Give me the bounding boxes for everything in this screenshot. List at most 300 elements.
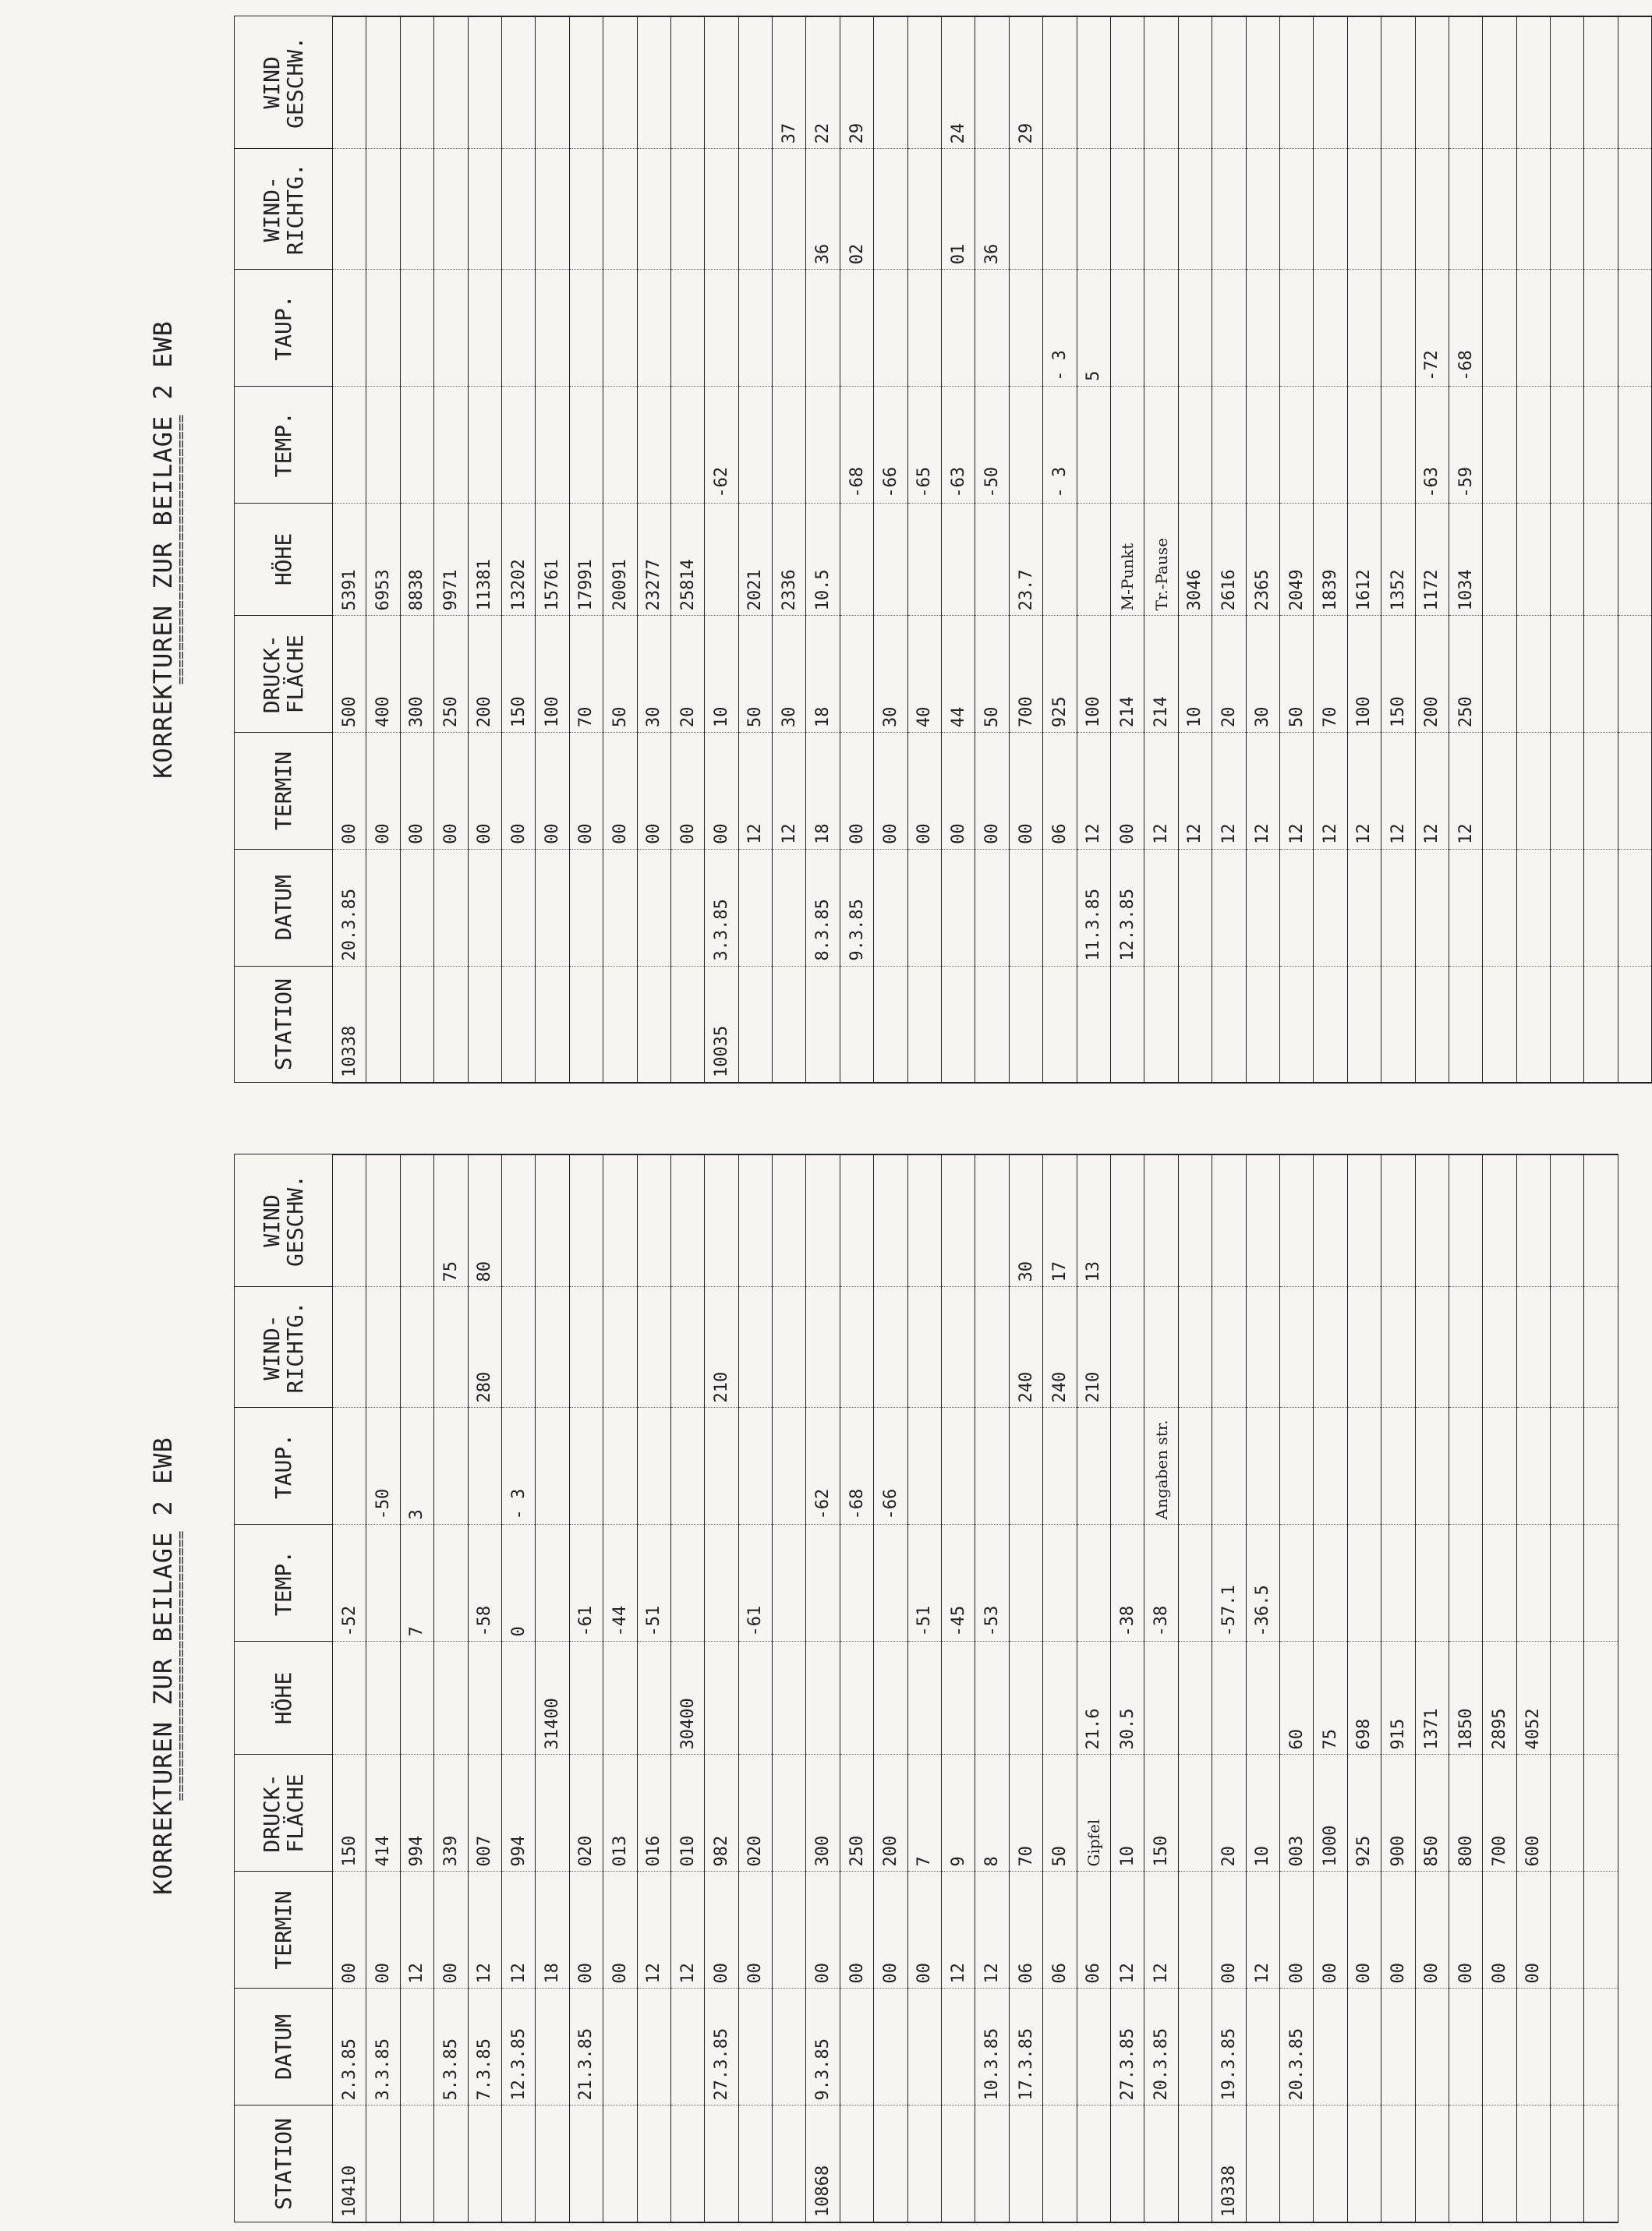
table-row (1009, 16, 1042, 1083)
cell-windrichtung (1212, 1287, 1246, 1408)
cell-datum (907, 849, 941, 966)
cell-taup (333, 1408, 366, 1525)
cell-temp (1347, 386, 1381, 503)
cell-hoehe: 2049 (1279, 503, 1313, 616)
cell-termin: 00 (942, 733, 975, 850)
cell-druckflaeche: 150 (1381, 616, 1415, 733)
cell-hoehe (874, 1642, 907, 1755)
cell-taup (536, 1408, 569, 1525)
cell-windrichtung (1314, 149, 1347, 270)
cell-temp (1551, 1525, 1584, 1642)
column-header-temp: TEMP. (235, 386, 333, 503)
cell-hoehe: 75 (1314, 1642, 1347, 1755)
cell-temp: -58 (468, 1525, 501, 1642)
cell-station (536, 2105, 569, 2222)
cell-druckflaeche: 50 (738, 616, 772, 733)
cell-temp (333, 386, 366, 503)
cell-windgeschw (738, 16, 772, 149)
cell-station (1043, 2105, 1077, 2222)
cell-windgeschw: 24 (942, 16, 975, 149)
cell-station (1246, 2105, 1279, 2222)
cell-temp: -52 (333, 1525, 366, 1642)
cell-windrichtung (536, 149, 569, 270)
column-header-windrichtung: WIND- RICHTG. (235, 149, 333, 270)
cell-hoehe: 2895 (1483, 1642, 1516, 1755)
cell-termin (1516, 733, 1550, 850)
table-row (1178, 16, 1212, 1083)
cell-temp: -66 (874, 386, 907, 503)
cell-termin: 00 (603, 733, 637, 850)
cell-hoehe: 11381 (468, 503, 501, 616)
table-row (840, 1154, 873, 2222)
cell-taup (1246, 270, 1279, 387)
cell-datum (1279, 849, 1313, 966)
cell-druckflaeche: 016 (637, 1755, 670, 1872)
cell-druckflaeche: 70 (1314, 616, 1347, 733)
cell-temp (569, 386, 603, 503)
cell-temp: -38 (1144, 1525, 1178, 1642)
cell-taup (1110, 1408, 1144, 1525)
cell-datum: 21.3.85 (569, 1989, 603, 2105)
cell-temp (536, 386, 569, 503)
cell-station (773, 966, 806, 1083)
cell-taup (1246, 1408, 1279, 1525)
cell-taup (1279, 270, 1313, 387)
cell-windrichtung (1551, 1287, 1584, 1408)
cell-hoehe: 15761 (536, 503, 569, 616)
cell-windgeschw (1314, 16, 1347, 149)
cell-termin: 00 (738, 1872, 772, 1989)
cell-druckflaeche: 20 (1212, 1755, 1246, 1872)
cell-hoehe: 5391 (333, 503, 366, 616)
cell-druckflaeche: 10 (1246, 1755, 1279, 1872)
cell-druckflaeche (1584, 1755, 1618, 1872)
cell-druckflaeche: 44 (942, 616, 975, 733)
cell-hoehe (907, 503, 941, 616)
cell-druckflaeche: 300 (806, 1755, 840, 1872)
cell-windrichtung: 280 (468, 1287, 501, 1408)
cell-station (468, 2105, 501, 2222)
title-underline: ================================ (173, 1530, 189, 1801)
cell-datum (1449, 1989, 1482, 2105)
cell-windgeschw (1516, 16, 1550, 149)
cell-temp (1618, 386, 1651, 503)
cell-windgeschw (840, 1154, 873, 1287)
cell-druckflaeche: 013 (603, 1755, 637, 1872)
cell-druckflaeche: 850 (1415, 1755, 1449, 1872)
table-row (1077, 16, 1110, 1083)
cell-druckflaeche (1178, 1755, 1212, 1872)
cell-taup (773, 270, 806, 387)
cell-temp: - 3 (1043, 386, 1077, 503)
cell-druckflaeche: 10 (1178, 616, 1212, 733)
column-header-station: STATION (235, 2105, 333, 2222)
cell-druckflaeche: 994 (501, 1755, 535, 1872)
table-row (366, 16, 400, 1083)
cell-windgeschw: 29 (1009, 16, 1042, 149)
cell-hoehe: 3046 (1178, 503, 1212, 616)
cell-taup (1110, 270, 1144, 387)
cell-windgeschw (907, 16, 941, 149)
cell-taup (1516, 1408, 1550, 1525)
cell-hoehe: 13202 (501, 503, 535, 616)
cell-termin: 12 (1279, 733, 1313, 850)
cell-taup (1009, 270, 1042, 387)
cell-taup: -50 (366, 1408, 400, 1525)
cell-station (806, 966, 840, 1083)
cell-windgeschw (806, 1154, 840, 1287)
cell-windgeschw (569, 1154, 603, 1287)
table-row (1110, 16, 1144, 1083)
cell-termin: 00 (1009, 733, 1042, 850)
cell-datum (1043, 1989, 1077, 2105)
cell-temp (1279, 386, 1313, 503)
cell-station (1009, 966, 1042, 1083)
cell-station (738, 2105, 772, 2222)
cell-datum (1178, 849, 1212, 966)
cell-temp (1415, 1525, 1449, 1642)
cell-hoehe: 10.5 (806, 503, 840, 616)
cell-windgeschw (1246, 16, 1279, 149)
cell-temp: 7 (400, 1525, 433, 1642)
cell-druckflaeche: 10 (705, 616, 738, 733)
cell-hoehe: 30.5 (1110, 1642, 1144, 1755)
cell-datum: 3.3.85 (366, 1989, 400, 2105)
cell-taup (1483, 1408, 1516, 1525)
cell-hoehe: 1352 (1381, 503, 1415, 616)
cell-druckflaeche: 150 (1144, 1755, 1178, 1872)
cell-station (1381, 966, 1415, 1083)
cell-temp (1009, 386, 1042, 503)
table-row (1246, 1154, 1279, 2222)
cell-datum (1314, 849, 1347, 966)
cell-druckflaeche (1516, 616, 1550, 733)
table-row (400, 16, 433, 1083)
correction-table (234, 16, 1652, 1084)
cell-hoehe (975, 503, 1009, 616)
cell-termin: 00 (907, 1872, 941, 1989)
cell-station (1415, 966, 1449, 1083)
table-row (637, 16, 670, 1083)
cell-termin (773, 1872, 806, 1989)
cell-termin (1584, 1872, 1618, 1989)
cell-datum (1144, 849, 1178, 966)
cell-hoehe (975, 1642, 1009, 1755)
cell-station (738, 966, 772, 1083)
cell-datum: 12.3.85 (1110, 849, 1144, 966)
table-row (1144, 16, 1178, 1083)
cell-termin: 00 (536, 733, 569, 850)
table-row (942, 16, 975, 1083)
cell-datum (501, 849, 535, 966)
cell-temp: -51 (637, 1525, 670, 1642)
cell-temp (705, 1525, 738, 1642)
cell-station (501, 2105, 535, 2222)
table-row (1043, 1154, 1077, 2222)
cell-temp (1246, 386, 1279, 503)
cell-windrichtung (569, 149, 603, 270)
cell-station (1178, 2105, 1212, 2222)
cell-temp: -65 (907, 386, 941, 503)
cell-temp: -57.1 (1212, 1525, 1246, 1642)
cell-windgeschw (333, 1154, 366, 1287)
cell-hoehe: 1034 (1449, 503, 1482, 616)
cell-termin: 12 (1415, 733, 1449, 850)
cell-windrichtung (874, 149, 907, 270)
cell-druckflaeche: 600 (1516, 1755, 1550, 1872)
cell-taup (773, 1408, 806, 1525)
cell-temp: -61 (738, 1525, 772, 1642)
cell-temp (1110, 386, 1144, 503)
table-row (1483, 1154, 1516, 2222)
cell-druckflaeche: 900 (1381, 1755, 1415, 1872)
cell-windrichtung: 36 (806, 149, 840, 270)
cell-druckflaeche: 70 (569, 616, 603, 733)
cell-station: 10338 (1212, 2105, 1246, 2222)
cell-station (603, 966, 637, 1083)
cell-hoehe: 25814 (670, 503, 704, 616)
cell-windrichtung (501, 149, 535, 270)
cell-windrichtung (738, 1287, 772, 1408)
cell-windrichtung: 02 (840, 149, 873, 270)
column-header-datum: DATUM (235, 849, 333, 966)
cell-temp: -36.5 (1246, 1525, 1279, 1642)
table-row (975, 1154, 1009, 2222)
cell-station (1110, 2105, 1144, 2222)
cell-termin: 12 (1314, 733, 1347, 850)
cell-windrichtung (1449, 1287, 1482, 1408)
cell-station (1347, 966, 1381, 1083)
cell-temp (1212, 386, 1246, 503)
cell-windrichtung (501, 1287, 535, 1408)
cell-datum: 27.3.85 (1110, 1989, 1144, 2105)
cell-windgeschw (1551, 1154, 1584, 1287)
cell-station: 10338 (333, 966, 366, 1083)
cell-station (670, 966, 704, 1083)
cell-hoehe (1077, 503, 1110, 616)
cell-termin: 12 (501, 1872, 535, 1989)
cell-station (366, 966, 400, 1083)
cell-windgeschw (942, 1154, 975, 1287)
cell-taup (1043, 1408, 1077, 1525)
cell-hoehe: 1371 (1415, 1642, 1449, 1755)
cell-datum (975, 849, 1009, 966)
column-header-druckflaeche: DRUCK- FLÄCHE (235, 616, 333, 733)
cell-windrichtung (603, 149, 637, 270)
table-row (874, 16, 907, 1083)
cell-hoehe: 8838 (400, 503, 433, 616)
cell-station (468, 966, 501, 1083)
column-header-windrichtung: WIND- RICHTG. (235, 1287, 333, 1408)
cell-windgeschw (1144, 16, 1178, 149)
column-header-hoehe: HÖHE (235, 503, 333, 616)
lower-correction-sheet (148, 1108, 1544, 2223)
cell-windrichtung (1381, 149, 1415, 270)
cell-windgeschw: 29 (840, 16, 873, 149)
cell-druckflaeche (840, 616, 873, 733)
table-row (1618, 16, 1651, 1083)
cell-temp (874, 1525, 907, 1642)
cell-windrichtung (1618, 149, 1651, 270)
cell-taup (738, 270, 772, 387)
cell-druckflaeche: 400 (366, 616, 400, 733)
sheet-title: KORREKTUREN ZUR BEILAGE 2 EWB (148, 1437, 178, 1895)
cell-station (1144, 966, 1178, 1083)
cell-station (1077, 966, 1110, 1083)
cell-druckflaeche (1618, 616, 1651, 733)
cell-datum (1415, 849, 1449, 966)
cell-hoehe (705, 1642, 738, 1755)
table-row (569, 16, 603, 1083)
cell-station (975, 2105, 1009, 2222)
cell-hoehe: M-Punkt (1110, 503, 1144, 616)
cell-termin: 00 (1483, 1872, 1516, 1989)
cell-hoehe: 20091 (603, 503, 637, 616)
cell-druckflaeche: 70 (1009, 1755, 1042, 1872)
cell-station (942, 966, 975, 1083)
cell-temp (670, 386, 704, 503)
cell-temp: -45 (942, 1525, 975, 1642)
cell-temp (773, 386, 806, 503)
cell-windrichtung (1483, 149, 1516, 270)
cell-datum: 2.3.85 (333, 1989, 366, 2105)
cell-windrichtung (1584, 149, 1618, 270)
cell-temp: -68 (840, 386, 873, 503)
cell-hoehe (1584, 503, 1618, 616)
cell-station (637, 966, 670, 1083)
cell-windrichtung (1415, 149, 1449, 270)
cell-temp (1077, 386, 1110, 503)
table-row (603, 16, 637, 1083)
cell-station (536, 966, 569, 1083)
cell-datum (1381, 1989, 1415, 2105)
cell-temp: -38 (1110, 1525, 1144, 1642)
cell-hoehe (1551, 1642, 1584, 1755)
cell-termin: 12 (1178, 733, 1212, 850)
cell-hoehe (738, 1642, 772, 1755)
cell-taup (468, 1408, 501, 1525)
title-underline: ================================ (173, 414, 189, 685)
table-row (1483, 16, 1516, 1083)
cell-termin: 12 (400, 1872, 433, 1989)
cell-druckflaeche: 300 (400, 616, 433, 733)
cell-station (975, 966, 1009, 1083)
cell-hoehe: 1839 (1314, 503, 1347, 616)
cell-station (1043, 966, 1077, 1083)
cell-druckflaeche: 250 (1449, 616, 1482, 733)
cell-windrichtung (1516, 1287, 1550, 1408)
cell-hoehe: 1172 (1415, 503, 1449, 616)
table-row (536, 1154, 569, 2222)
cell-druckflaeche: 200 (874, 1755, 907, 1872)
cell-datum (1077, 1989, 1110, 2105)
cell-temp (637, 386, 670, 503)
cell-station (840, 2105, 873, 2222)
cell-termin: 12 (975, 1872, 1009, 1989)
cell-station (1483, 966, 1516, 1083)
table-row (637, 1154, 670, 2222)
cell-taup (536, 270, 569, 387)
cell-windrichtung (1279, 149, 1313, 270)
cell-datum (1516, 849, 1550, 966)
cell-station (1516, 2105, 1550, 2222)
cell-taup (1009, 1408, 1042, 1525)
cell-datum (1483, 849, 1516, 966)
cell-windgeschw (1212, 16, 1246, 149)
cell-druckflaeche: 020 (738, 1755, 772, 1872)
cell-taup (603, 270, 637, 387)
cell-temp (1483, 1525, 1516, 1642)
cell-datum (434, 849, 468, 966)
table-row (1178, 1154, 1212, 2222)
cell-station (1584, 2105, 1618, 2222)
cell-temp (1449, 1525, 1482, 1642)
cell-windrichtung (1551, 149, 1584, 270)
cell-termin: 00 (1212, 1872, 1246, 1989)
cell-windrichtung (1144, 149, 1178, 270)
cell-windrichtung (366, 1287, 400, 1408)
cell-druckflaeche (1584, 616, 1618, 733)
cell-windrichtung (1516, 149, 1550, 270)
cell-windrichtung (1449, 149, 1482, 270)
cell-windgeschw (603, 16, 637, 149)
cell-windgeschw (1483, 1154, 1516, 1287)
sheet-heading (148, 1108, 234, 2223)
cell-temp (1551, 386, 1584, 503)
cell-temp (1314, 1525, 1347, 1642)
cell-windgeschw (738, 1154, 772, 1287)
cell-temp (1483, 386, 1516, 503)
cell-taup (1077, 1408, 1110, 1525)
cell-windgeschw (501, 1154, 535, 1287)
cell-datum: 3.3.85 (705, 849, 738, 966)
cell-windrichtung (1246, 149, 1279, 270)
cell-windgeschw: 13 (1077, 1154, 1110, 1287)
cell-druckflaeche: 8 (975, 1755, 1009, 1872)
cell-windgeschw (1279, 16, 1313, 149)
cell-hoehe: 60 (1279, 1642, 1313, 1755)
cell-taup (840, 270, 873, 387)
table-row (738, 1154, 772, 2222)
cell-windrichtung (400, 1287, 433, 1408)
cell-station (400, 966, 433, 1083)
table-row (1110, 1154, 1144, 2222)
cell-druckflaeche: 30 (1246, 616, 1279, 733)
cell-datum (1246, 849, 1279, 966)
cell-hoehe: 30400 (670, 1642, 704, 1755)
column-header-hoehe: HÖHE (235, 1642, 333, 1755)
cell-temp (1381, 1525, 1415, 1642)
cell-hoehe (806, 1642, 840, 1755)
cell-station (1110, 966, 1144, 1083)
cell-hoehe (366, 1642, 400, 1755)
cell-station (1246, 966, 1279, 1083)
cell-druckflaeche (1483, 616, 1516, 733)
cell-taup (1381, 270, 1415, 387)
table-row (1381, 16, 1415, 1083)
cell-windgeschw (637, 16, 670, 149)
cell-taup (874, 270, 907, 387)
cell-windrichtung (1144, 1287, 1178, 1408)
cell-datum: 20.3.85 (1144, 1989, 1178, 2105)
cell-temp (434, 386, 468, 503)
column-header-termin: TERMIN (235, 1872, 333, 1989)
cell-taup (637, 1408, 670, 1525)
table-row (1347, 1154, 1381, 2222)
cell-druckflaeche (773, 1755, 806, 1872)
cell-windrichtung (1043, 149, 1077, 270)
cell-windgeschw (1246, 1154, 1279, 1287)
